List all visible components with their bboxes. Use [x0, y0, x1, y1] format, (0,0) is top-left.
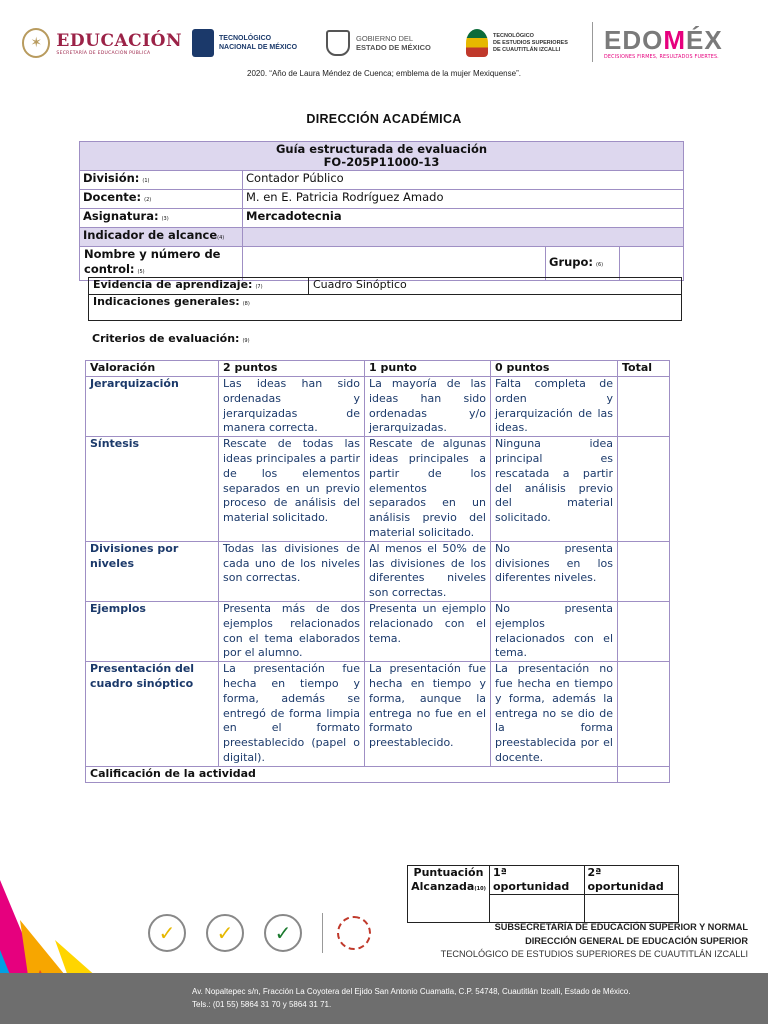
indicador-value[interactable] [243, 228, 684, 247]
tesci-line1: TECNOLÓGICO [493, 32, 534, 39]
criterion-2-puntos: Presenta más de dos ejemplos relacionados con el tema elaborados por el alumno. [219, 601, 365, 661]
docente-label: Docente: [83, 190, 142, 204]
control-row [80, 247, 684, 281]
score-op1-value[interactable] [490, 895, 585, 923]
eagle-seal-icon: ✶ [22, 28, 50, 58]
tec-line1: TECNOLÓGICO [219, 35, 272, 42]
footer-bar [0, 973, 768, 1024]
equity-emblem-icon [337, 916, 371, 950]
tecnm-logo [192, 18, 312, 68]
criterion-0-puntos: Ninguna idea principal es rescatada a partir del análisis previo del material solicitado. [491, 437, 618, 542]
score-op2-header: 2ª oportunidad [584, 866, 679, 895]
evidence-tag: (7) [255, 284, 263, 290]
year-motto: 2020. “Año de Laura Méndez de Cuenca; emblema de la mujer Mexiquense”. [247, 69, 521, 78]
edomex-logo [604, 18, 754, 68]
criterion-label: Síntesis [86, 437, 219, 542]
gob-line2: ESTADO DE MÉXICO [356, 43, 431, 52]
criterion-total[interactable] [618, 601, 670, 661]
sep-logo [22, 18, 182, 68]
asignatura-value[interactable]: Mercadotecnia [243, 209, 684, 228]
footer-direccion: DIRECCIÓN GENERAL DE EDUCACIÓN SUPERIOR [525, 936, 748, 946]
docente-tag: (2) [144, 197, 152, 203]
grupo-label-cell [546, 247, 620, 281]
criterion-1-punto: Al menos el 50% de las divisiones de los diferentes niveles son correctas. [365, 541, 491, 601]
footer-phones: Tels.: (01 55) 5864 31 70 y 5864 31 71. [192, 1000, 332, 1009]
score-label-2: Alcanzada [411, 880, 475, 893]
grupo-value[interactable] [620, 247, 684, 281]
edomex-m: M [663, 24, 687, 55]
docente-label-cell [80, 190, 243, 209]
control-label-1: Nombre y número de [84, 247, 221, 261]
division-label-cell [80, 171, 243, 190]
iso-50001-check-icon: ✓ [264, 914, 302, 952]
criterion-label: Jerarquización [86, 377, 219, 437]
rubric-row-divisiones [86, 541, 670, 601]
division-value[interactable]: Contador Público [243, 171, 684, 190]
rubric-header-valoracion: Valoración [86, 361, 219, 377]
calificacion-row [86, 766, 670, 782]
division-row [80, 171, 684, 190]
info-table [79, 141, 684, 281]
criterion-label: Divisiones por niveles [86, 541, 219, 601]
criterion-1-punto: La presentación fue hecha en tiempo y forma, aunque la entrega no fue en el formato preestablecido. [365, 662, 491, 767]
criterion-total[interactable] [618, 541, 670, 601]
rubric-header-0-puntos: 0 puntos [491, 361, 618, 377]
iso-14001-check-icon: ✓ [206, 914, 244, 952]
certifications [148, 910, 408, 956]
asignatura-label-cell [80, 209, 243, 228]
docente-value[interactable]: M. en E. Patricia Rodríguez Amado [243, 190, 684, 209]
tesci-line2: DE ESTUDIOS SUPERIORES [493, 39, 568, 46]
indicaciones-label: Indicaciones generales: [93, 295, 240, 308]
score-tag: (10) [474, 886, 486, 892]
rubric-row-presentacion [86, 662, 670, 767]
criterion-total[interactable] [618, 377, 670, 437]
criterios-heading [92, 332, 250, 345]
rubric-row-ejemplos [86, 601, 670, 661]
footer-tecnologico: TECNOLÓGICO DE ESTUDIOS SUPERIORES DE CUAUTITLÁN IZCALLI [440, 949, 748, 959]
indicador-label: Indicador de alcance [83, 228, 218, 242]
tecnm-mark-icon [192, 29, 214, 57]
edomex-a: EDO [604, 24, 664, 55]
evidence-value[interactable]: Cuadro Sinóptico [309, 278, 682, 295]
grupo-tag: (6) [596, 261, 604, 268]
criterion-0-puntos: No presenta ejemplos relacionados con el tema. [491, 601, 618, 661]
score-row-1 [408, 866, 679, 895]
control-label-2: control: [84, 262, 135, 276]
rubric-header-total: Total [618, 361, 670, 377]
asignatura-label: Asignatura: [83, 209, 159, 223]
iso-9001-check-icon: ✓ [148, 914, 186, 952]
criterion-0-puntos: No presenta divisiones en los diferentes niveles. [491, 541, 618, 601]
info-head-1: Guía estructurada de evaluación [275, 142, 488, 156]
edu-sub: SECRETARÍA DE EDUCACIÓN PÚBLICA [56, 50, 151, 56]
control-tag: (5) [137, 269, 145, 275]
page-title: DIRECCIÓN ACADÉMICA [306, 112, 462, 126]
criterion-0-puntos: Falta completa de orden y jerarquización de las ideas. [491, 377, 618, 437]
info-head-2: FO-205P11000-13 [323, 155, 440, 169]
indicaciones-tag: (8) [242, 301, 250, 307]
criterion-total[interactable] [618, 437, 670, 542]
asignatura-tag: (3) [161, 216, 169, 222]
division-tag: (1) [142, 178, 150, 184]
asignatura-row [80, 209, 684, 228]
tesci-logo [466, 18, 584, 68]
docente-row [80, 190, 684, 209]
shield-icon [326, 30, 350, 56]
gobierno-logo [326, 18, 448, 68]
control-value[interactable] [243, 247, 546, 281]
division-label: División: [83, 171, 140, 185]
indicador-row [80, 228, 684, 247]
grupo-label: Grupo: [549, 254, 594, 269]
criterion-label: Presentación del cuadro sinóptico [86, 662, 219, 767]
header-logos [0, 18, 768, 68]
indicador-label-cell [80, 228, 243, 247]
rubric-table [85, 360, 670, 783]
indicaciones-cell[interactable] [89, 295, 682, 321]
criterion-2-puntos: Todas las divisiones de cada uno de los niveles son correctas. [219, 541, 365, 601]
rubric-header-2-puntos: 2 puntos [219, 361, 365, 377]
edu-name: EDUCACIÓN [56, 30, 182, 51]
info-head [80, 142, 684, 171]
score-table [407, 865, 679, 923]
criterios-label: Criterios de evaluación: [92, 332, 240, 345]
footer-subsecretaria: SUBSECRETARÍA DE EDUCACIÓN SUPERIOR Y NORMAL [494, 922, 748, 932]
evidence-table [88, 277, 682, 321]
gob-line1: GOBIERNO DEL [356, 34, 414, 43]
rubric-header-1-punto: 1 punto [365, 361, 491, 377]
info-head-row [80, 142, 684, 171]
cert-divider [322, 913, 323, 953]
evidence-label: Evidencia de aprendizaje: [93, 278, 253, 291]
score-op2-value[interactable] [584, 895, 679, 923]
criterios-tag: (9) [242, 338, 250, 344]
tesci-line3: DE CUAUTITLÁN IZCALLI [493, 46, 561, 53]
score-op1-header: 1ª oportunidad [490, 866, 585, 895]
rubric-header-row [86, 361, 670, 377]
rubric-row-jerarquizacion [86, 377, 670, 437]
rubric-row-sintesis [86, 437, 670, 542]
criterion-2-puntos: Las ideas han sido ordenadas y jerarquizadas de manera correcta. [219, 377, 365, 437]
evidence-label-cell [89, 278, 309, 295]
criterion-total[interactable] [618, 662, 670, 767]
criterion-1-punto: Presenta un ejemplo relacionado con el tema. [365, 601, 491, 661]
logo-divider [592, 22, 593, 62]
control-label-cell [80, 247, 243, 281]
indicador-tag: (4) [217, 235, 225, 241]
calificacion-value[interactable] [618, 766, 670, 782]
indicaciones-row [89, 295, 682, 321]
score-label-cell [408, 866, 490, 923]
score-label-1: Puntuación [413, 866, 484, 879]
footer-address: Av. Nopaltepec s/n, Fracción La Coyotera del Ejido San Antonio Cuamatla, C.P. 54748, Cuautitlán Izcalli, Estado de México. [192, 987, 631, 996]
tesci-mark-icon [466, 29, 488, 57]
criterion-1-punto: La mayoría de las ideas han sido ordenadas y/o jerarquizadas. [365, 377, 491, 437]
edomex-sub: DECISIONES FIRMES, RESULTADOS FUERTES. [604, 54, 719, 60]
evidence-row [89, 278, 682, 295]
criterion-0-puntos: La presentación no fue hecha en tiempo y forma, además la entrega no se dio de la forma preestablecida por el docente. [491, 662, 618, 767]
criterion-label: Ejemplos [86, 601, 219, 661]
calificacion-label: Calificación de la actividad [86, 766, 618, 782]
tec-line2: NACIONAL DE MÉXICO [219, 44, 298, 51]
edomex-b: ÉX [686, 24, 723, 55]
criterion-2-puntos: Rescate de todas las ideas principales a partir de los elementos separados en un previo proceso de análisis del material solicitado. [219, 437, 365, 542]
criterion-1-punto: Rescate de algunas ideas principales a partir de los elementos separados en un análisis previo del material solicitado. [365, 437, 491, 542]
criterion-2-puntos: La presentación fue hecha en tiempo y forma, además se entregó de forma limpia en el formato preestablecido (papel o digital). [219, 662, 365, 767]
